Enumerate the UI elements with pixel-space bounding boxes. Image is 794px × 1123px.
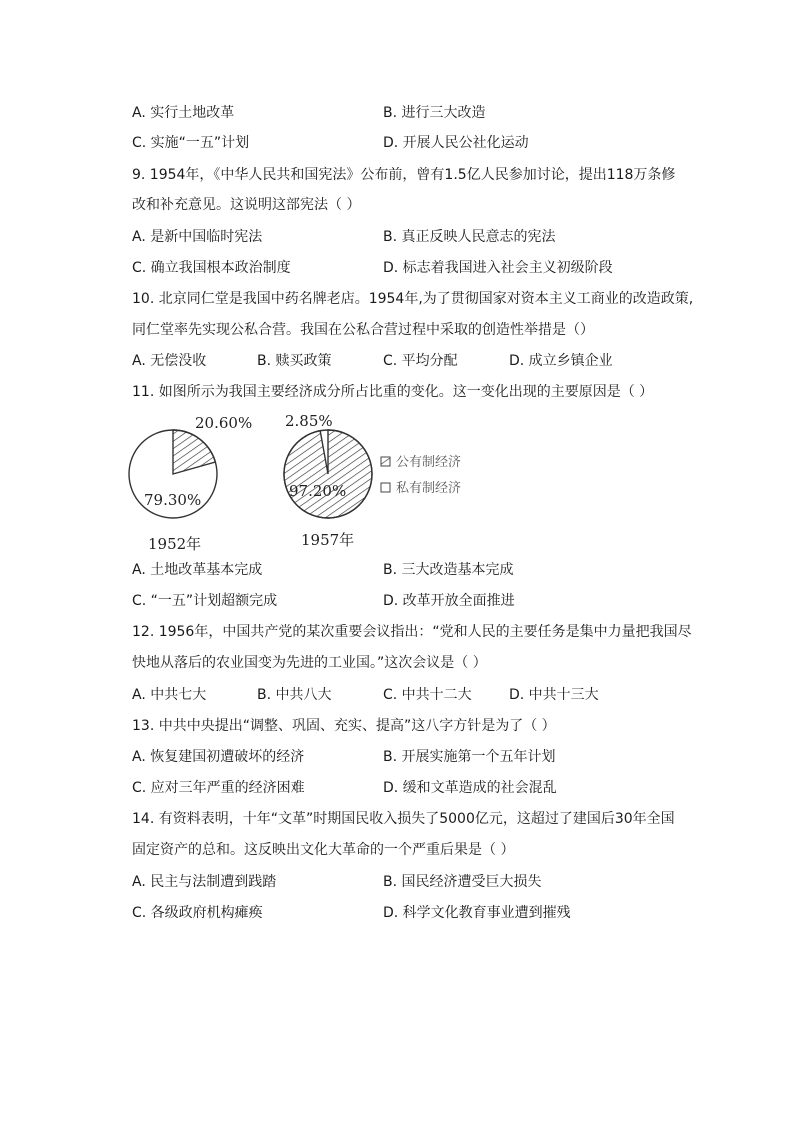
- q14-option-b: B. 国民经济遭受巨大损失: [383, 874, 542, 890]
- q12-stem-line1: 12. 1956年，中国共产党的某次重要会议指出：“党和人民的主要任务是集中力量把我国尽: [132, 624, 692, 640]
- q8-option-a: A. 实行土地改革: [132, 105, 235, 121]
- pie-1957-slice-public: [284, 430, 372, 518]
- q11-option-d: D. 改革开放全面推进: [383, 593, 515, 609]
- q13-option-b: B. 开展实施第一个五年计划: [383, 749, 556, 765]
- q13-option-c: C. 应对三年严重的经济困难: [132, 780, 305, 796]
- q13-stem-line1: 13. 中共中央提出“调整、巩固、充实、提高”这八字方针是为了（ ）: [132, 718, 556, 734]
- q14-option-a: A. 民主与法制遭到践踏: [132, 874, 277, 890]
- q9-stem-line1: 9. 1954年，《中华人民共和国宪法》公布前，曾有1.5亿人民参加讨论，提出118万条修: [132, 167, 676, 183]
- q10-option-c: C. 平均分配: [383, 353, 458, 369]
- q9-option-c: C. 确立我国根本政治制度: [132, 260, 291, 276]
- q10-option-a: A. 无偿没收: [132, 353, 207, 369]
- legend-swatch-public: [381, 457, 390, 466]
- q8-option-b: B. 进行三大改造: [383, 105, 486, 121]
- pie-1952-label-public: 20.60%: [195, 414, 253, 432]
- legend: [381, 454, 461, 496]
- q12-option-c: C. 中共十二大: [383, 687, 472, 703]
- q11-option-b: B. 三大改造基本完成: [383, 562, 514, 578]
- pie-1957: [284, 430, 372, 518]
- q12-option-a: A. 中共七大: [132, 687, 207, 703]
- q8-option-c: C. 实施“一五”计划: [132, 135, 250, 151]
- pie-1957-year: 1957年: [301, 531, 355, 549]
- q12-option-d: D. 中共十三大: [509, 687, 599, 703]
- q9-option-a: A. 是新中国临时宪法: [132, 229, 263, 245]
- q11-option-c: C. “一五”计划超额完成: [132, 593, 278, 609]
- q10-option-d: D. 成立乡镇企业: [509, 353, 613, 369]
- q14-stem-line1: 14. 有资料表明，十年“文革”时期国民收入损失了5000亿元，这超过了建国后30年全国: [132, 811, 675, 827]
- q12-stem-line2: 快地从落后的农业国变为先进的工业国。”这次会议是（ ）: [132, 655, 487, 671]
- q10-option-b: B. 赎买政策: [257, 353, 332, 369]
- q13-option-d: D. 缓和文革造成的社会混乱: [383, 780, 557, 796]
- q11-stem-line1: 11. 如图所示为我国主要经济成分所占比重的变化。这一变化出现的主要原因是（ ）: [132, 384, 654, 400]
- pie-1952-label-private: 79.30%: [144, 491, 202, 509]
- legend-label-public: 公有制经济: [396, 455, 462, 470]
- q14-stem-line2: 固定资产的总和。这反映出文化大革命的一个严重后果是（ ）: [132, 842, 515, 858]
- q13-option-a: A. 恢复建国初遭破坏的经济: [132, 749, 305, 765]
- q9-stem-line2: 改和补充意见。这说明这部宪法（ ）: [132, 197, 361, 213]
- pie-chart-figure: [126, 408, 526, 558]
- q9-option-b: B. 真正反映人民意志的宪法: [383, 229, 556, 245]
- q10-stem-line2: 同仁堂率先实现公私合营。我国在公私合营过程中采取的创造性举措是（）: [132, 322, 594, 338]
- pie-1952-year: 1952年: [148, 535, 202, 553]
- q9-option-d: D. 标志着我国进入社会主义初级阶段: [383, 260, 613, 276]
- pie-1957-label-private: 2.85%: [285, 412, 333, 430]
- legend-swatch-private: [381, 483, 390, 492]
- q10-stem-line1: 10. 北京同仁堂是我国中药名牌老店。1954年,为了贯彻国家对资本主义工商业的改造政策,: [132, 291, 694, 307]
- legend-label-private: 私有制经济: [396, 481, 462, 496]
- q14-option-c: C. 各级政府机构瘫痪: [132, 905, 263, 921]
- q14-option-d: D. 科学文化教育事业遭到摧残: [383, 905, 571, 921]
- pie-1957-label-public: 97.20%: [289, 482, 347, 500]
- q11-option-a: A. 土地改革基本完成: [132, 562, 263, 578]
- q8-option-d: D. 开展人民公社化运动: [383, 135, 529, 151]
- q12-option-b: B. 中共八大: [257, 687, 332, 703]
